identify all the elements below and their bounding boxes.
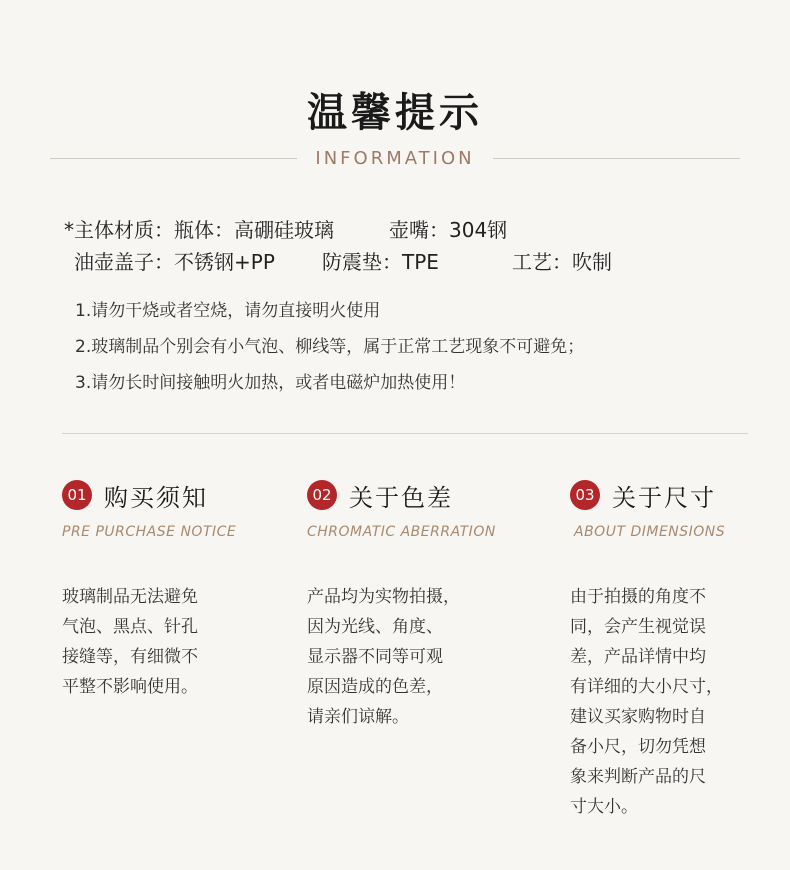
spec-spout: 壶嘴：304钢 [389,218,508,242]
card-line: 接缝等，有细微不 [62,647,198,667]
card-subtitle: PRE PURCHASE NOTICE [62,524,237,540]
card-line: 有详细的大小尺寸， [570,677,723,697]
card-subtitle: CHROMATIC ABERRATION [307,524,496,540]
card-color-difference [307,478,496,732]
page-subtitle: INFORMATION [315,147,475,169]
card-body [570,582,725,822]
number-badge: 03 [570,480,600,510]
card-header [307,478,496,512]
spec-pad: 防震垫：TPE [322,250,439,274]
card-line: 请亲们谅解。 [307,707,409,727]
card-title: 关于尺寸 [612,483,716,512]
number-badge: 01 [62,480,92,510]
card-title: 关于色差 [349,483,453,512]
card-header [62,478,236,512]
spec-lid: 油壶盖子：不锈钢+PP [74,250,275,274]
card-header [570,478,725,512]
card-purchase-notice [62,478,236,702]
card-line: 显示器不同等可观 [307,647,443,667]
card-line: 象来判断产品的尺 [570,767,706,787]
card-line: 寸大小。 [570,797,638,817]
card-line: 产品均为实物拍摄， [307,587,460,607]
card-body [307,582,496,732]
notes-list [75,293,584,401]
number-badge: 02 [307,480,337,510]
right-rule [493,158,740,159]
card-line: 备小尺，切勿凭想 [570,737,706,757]
card-line: 原因造成的色差， [307,677,443,697]
card-line: 同，会产生视觉误 [570,617,706,637]
subtitle-row [50,146,740,170]
card-line: 因为光线、角度、 [307,617,443,637]
card-line: 气泡、黑点、针孔 [62,617,198,637]
note-item: 3.请勿长时间接触明火加热，或者电磁炉加热使用！ [75,373,466,393]
card-line: 差，产品详情中均 [570,647,706,667]
note-item: 1.请勿干烧或者空烧，请勿直接明火使用 [75,301,381,321]
section-divider [62,433,748,434]
spec-craft: 工艺：吹制 [512,250,612,274]
card-body [62,582,236,702]
card-subtitle: ABOUT DIMENSIONS [574,524,726,540]
card-line: 由于拍摄的角度不 [570,587,706,607]
spec-material: *主体材质：瓶体：高硼硅玻璃 [64,218,334,242]
card-dimensions [570,478,725,822]
card-title: 购买须知 [104,483,208,512]
page-title: 温馨提示 [307,90,483,136]
note-item: 2.玻璃制品个别会有小气泡、柳线等，属于正常工艺现象不可避免； [75,337,585,357]
card-line: 平整不影响使用。 [62,677,198,697]
card-line: 玻璃制品无法避免 [62,587,198,607]
left-rule [50,158,297,159]
card-line: 建议买家购物时自 [570,707,706,727]
